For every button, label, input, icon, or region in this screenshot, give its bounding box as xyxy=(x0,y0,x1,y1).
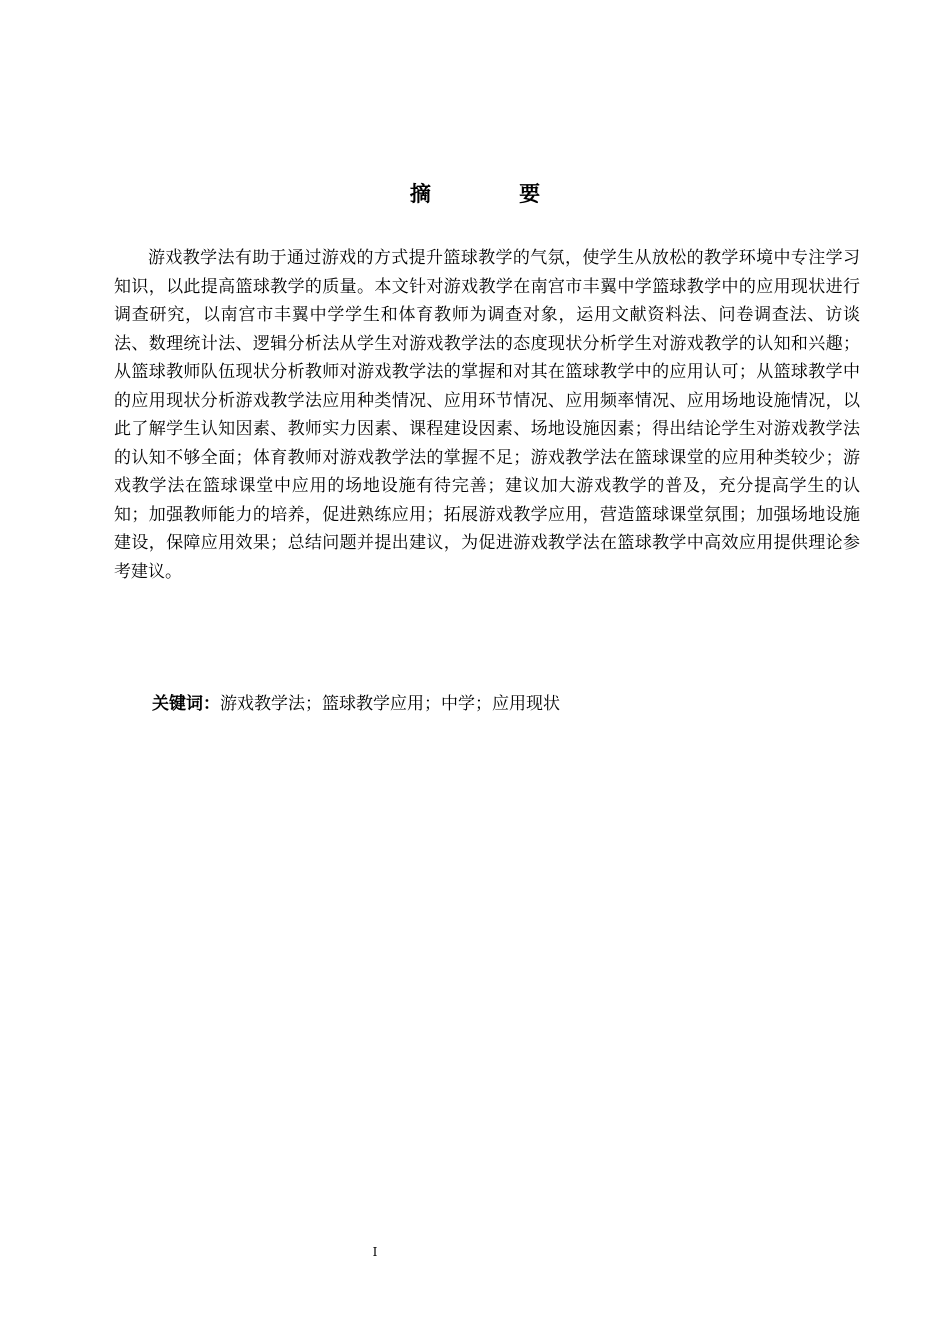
keywords-line xyxy=(152,690,560,718)
keywords-label: 关键词： xyxy=(152,694,220,714)
keywords-value: 游戏教学法；篮球教学应用；中学；应用现状 xyxy=(220,694,560,714)
abstract-body: 游戏教学法有助于通过游戏的方式提升篮球教学的气氛，使学生从放松的教学环境中专注学习知识，以此提高篮球教学的质量。本文针对游戏教学在南宫市丰翼中学篮球教学中的应用现状进行调查研究，以南宫市丰翼中学学生和体育教师为调查对象，运用文献资料法、问卷调查法、访谈法、数理统计法、逻辑分析法从学生对游戏教学法的态度现状分析学生对游戏教学的认知和兴趣；从篮球教师队伍现状分析教师对游戏教学法的掌握和对其在篮球教学中的应用认可；从篮球教学中的应用现状分析游戏教学法应用种类情况、应用环节情况、应用频率情况、应用场地设施情况，以此了解学生认知因素、教师实力因素、课程建设因素、场地设施因素；得出结论学生对游戏教学法的认知不够全面；体育教师对游戏教学法的掌握不足；游戏教学法在篮球课堂的应用种类较少；游戏教学法在篮球课堂中应用的场地设施有待完善；建议加大游戏教学的普及，充分提高学生的认知；加强教师能力的培养，促进熟练应用；拓展游戏教学应用，营造篮球课堂氛围；加强场地设施建设，保障应用效果；总结问题并提出建议，为促进游戏教学法在篮球教学中高效应用提供理论参考建议。 xyxy=(114,248,860,582)
abstract-title: 摘 要 xyxy=(409,182,574,206)
page-number: I xyxy=(372,1245,378,1259)
